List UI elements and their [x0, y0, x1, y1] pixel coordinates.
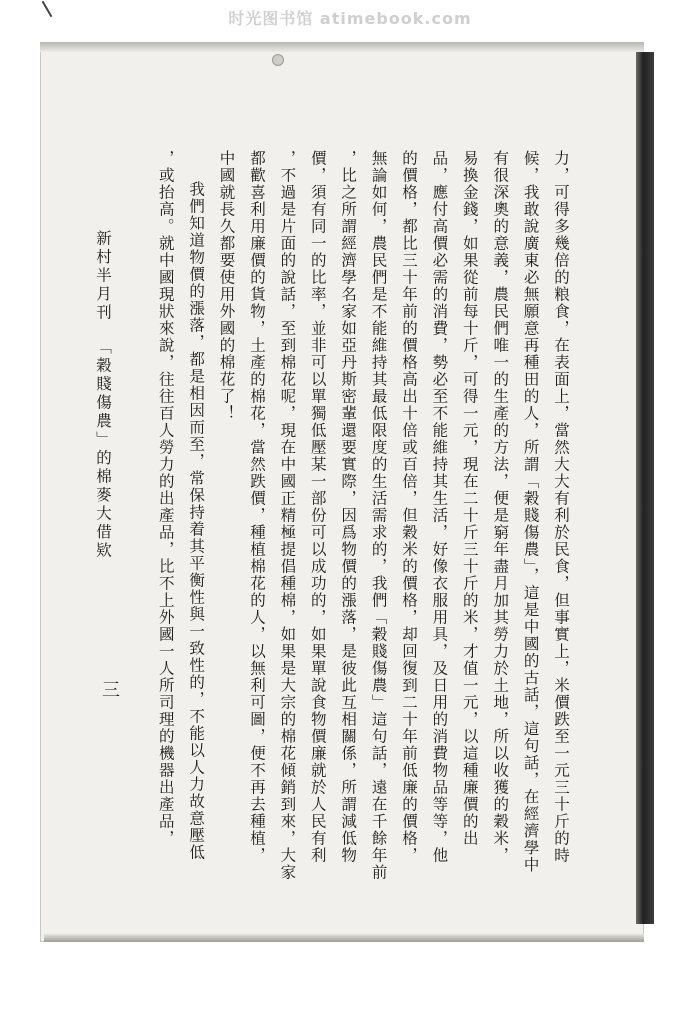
text-column: ，比之所謂經濟學名家如亞丹斯密輩還要實際，因爲物價的漲落，是彼此互相關係，所謂減低物 — [339, 150, 358, 864]
binding-spine — [636, 52, 654, 924]
text-column: 中國就長久都要使用外國的棉花了！ — [217, 150, 236, 422]
running-header — [92, 230, 114, 561]
text-column: 的價格，都比三十年前的價格高出十倍或百倍，但穀米的價格，却回復到二十年前低廉的價格， — [399, 150, 418, 864]
journal-name: 新村半月刊 — [94, 230, 112, 323]
article-title: 「穀賤傷農」的棉麥大借欵 — [94, 338, 112, 561]
text-column: 力，可得多幾倍的粮食，在表面上，當然大大有利於民食，但事實上，米價跌至一元三十斤的時 — [552, 150, 570, 864]
text-column: 有很深奧的意義，農民們唯一的生產的方法，便是窮年盡月加其勞力於土地，所以收獲的穀米， — [491, 150, 510, 864]
text-column: 易換金錢，如果從前每十斤，可得一元，現在二十斤三十斤的米，才值一元，以這種廉價的出 — [460, 150, 479, 847]
page-bottom-edge — [44, 934, 644, 942]
text-column: ，不過是片面的說話，至到棉花呢，現在中國正精極提倡種棉，如果是大宗的棉花傾銷到來，大家 — [278, 150, 297, 881]
page-number: 三 — [102, 680, 120, 701]
text-column: ，或抬高。就中國現狀來說，往往百人勞力的出產品，比不上外國一人所司理的機器出產品， — [156, 150, 175, 847]
page-top-edge — [40, 42, 644, 52]
text-column: 候，我敢說廣東必無願意再種田的人，所謂「穀賤傷農」，這是中國的古話，這句話，在經濟學中 — [521, 150, 540, 874]
text-column: 價，須有同一的比率，並非可以單獨低壓某一部份可以成功的，如果單說食物價廉就於人民有利 — [308, 150, 327, 864]
watermark: 时光图书馆 atimebook.com — [228, 9, 472, 28]
article-body — [150, 150, 576, 881]
text-column: 無論如何，農民們是不能維持其最低限度的生活需求的，我們「穀賤傷農」這句話，遠在千餘年前 — [369, 150, 388, 881]
text-column: 都歡喜利用廉價的貨物，土產的棉花，當然跌價，種植棉花的人，以無利可圖，便不再去種植， — [247, 150, 266, 864]
binding-hole — [272, 54, 284, 66]
text-column: 我們知道物價的漲落，都是相因而至，常保持着其平衡性與一致性的，不能以人力故意壓低 — [187, 181, 206, 861]
text-column: 品，應付高價必需的消費，勢必至不能維持其生活，好像衣服用具，及日用的消費物品等等，他 — [430, 150, 449, 864]
